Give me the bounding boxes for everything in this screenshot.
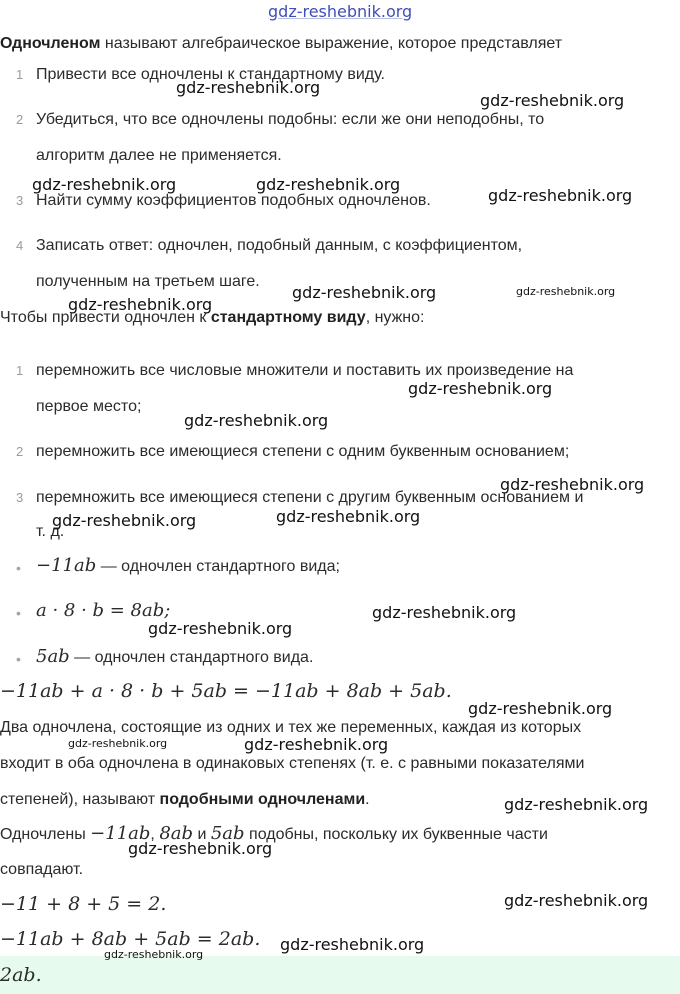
watermark: gdz-reshebnik.org (500, 475, 645, 494)
bullet-1-text: — одночлен стандартного вида; (96, 558, 340, 575)
watermark: gdz-reshebnik.org (468, 699, 613, 718)
watermark: gdz-reshebnik.org (276, 507, 421, 526)
watermark: gdz-reshebnik.org (256, 175, 401, 194)
similar-example-sep2: и (193, 826, 211, 843)
watermark: gdz-reshebnik.org (244, 735, 389, 754)
step-a2-text-line1: Убедиться, что все одночлены подобны: если же они неподобны, то (36, 111, 545, 128)
watermark: gdz-reshebnik.org (32, 175, 177, 194)
watermark: gdz-reshebnik.org (128, 839, 273, 858)
watermark: gdz-reshebnik.org (488, 186, 633, 205)
watermark: gdz-reshebnik.org (516, 285, 616, 298)
step-a2-text-line2: алгоритм далее не применяется. (36, 147, 282, 164)
result-equation: −11ab + 8ab + 5ab = 2ab. (0, 928, 261, 950)
similar-example-line2: совпадают. (0, 861, 84, 878)
step-a4-text-line1: Записать ответ: одночлен, подобный данным, с коэффициентом, (36, 237, 523, 254)
step-b1-number: 1 (16, 363, 24, 378)
similar-definition-line1: Два одночлена, состоящие из одних и тех же переменных, каждая из которых (0, 719, 582, 736)
bullet-3-mark: • (16, 651, 21, 667)
bullet-2-math: a · 8 · b = 8ab; (36, 600, 171, 621)
coefficient-sum: −11 + 8 + 5 = 2. (0, 893, 167, 915)
standard-form-post: , нужно: (365, 309, 425, 326)
watermark: gdz-reshebnik.org (52, 511, 197, 530)
similar-example-m3: 5ab (210, 823, 245, 844)
similar-definition-post: . (365, 791, 370, 808)
step-b3-text-line1: перемножить все имеющиеся степени с другим буквенным основанием и (36, 489, 584, 506)
watermark: gdz-reshebnik.org (408, 379, 553, 398)
bullet-3-text: — одночлен стандартного вида. (69, 649, 314, 666)
watermark: gdz-reshebnik.org (68, 295, 213, 314)
equation-expanded: −11ab + a · 8 · b + 5ab = −11ab + 8ab + 5ab. (0, 680, 452, 702)
step-a4-text-line2: полученным на третьем шаге. (36, 273, 260, 290)
step-a1-text: Привести все одночлены к стандартному виду. (36, 66, 385, 83)
watermark: gdz-reshebnik.org (480, 91, 625, 110)
watermark: gdz-reshebnik.org (176, 78, 321, 97)
watermark: gdz-reshebnik.org (292, 283, 437, 302)
term-similar-monomials: подобными одночленами (159, 791, 366, 808)
watermark: gdz-reshebnik.org (372, 603, 517, 622)
step-a3-text: Найти сумму коэффициентов подобных одночленов. (36, 192, 431, 209)
bullet-3-math: 5ab (36, 646, 70, 667)
step-b3-number: 3 (16, 490, 24, 505)
similar-example-post: подобны, поскольку их буквенные части (244, 826, 548, 843)
watermark-top-link[interactable]: gdz-reshebnik.org (268, 2, 413, 21)
step-b2-number: 2 (16, 444, 24, 459)
watermark: gdz-reshebnik.org (280, 935, 425, 954)
watermark: gdz-reshebnik.org (148, 619, 293, 638)
watermark: gdz-reshebnik.org (68, 737, 168, 750)
step-b2-text: перемножить все имеющиеся степени с одним буквенным основанием; (36, 443, 570, 460)
similar-example-m1: −11ab (90, 823, 151, 844)
similar-definition-pre: степеней), называют (0, 791, 160, 808)
similar-example-line1 (0, 824, 548, 845)
step-a3-number: 3 (16, 193, 24, 208)
step-b1-text-line1: перемножить все числовые множители и поставить их произведение на (36, 362, 574, 379)
bullet-3 (36, 647, 313, 668)
step-a2-number: 2 (16, 112, 24, 127)
watermark: gdz-reshebnik.org (504, 795, 649, 814)
bullet-1-math: −11ab (36, 555, 97, 576)
step-b1-text-line2: первое место; (36, 398, 142, 415)
standard-form-pre: Чтобы привести одночлен к (0, 309, 211, 326)
watermark: gdz-reshebnik.org (104, 948, 204, 961)
step-b3-text-line2: т. д. (36, 523, 65, 540)
bullet-1-mark: • (16, 560, 21, 576)
similar-example-m2: 8ab (159, 823, 194, 844)
step-a4-number: 4 (16, 238, 24, 253)
intro-text: называют алгебраическое выражение, которое представляет (100, 35, 563, 52)
watermark: gdz-reshebnik.org (504, 891, 649, 910)
similar-example-sep1: , (150, 826, 160, 843)
bullet-1 (36, 556, 340, 577)
answer-box (0, 956, 680, 994)
similar-definition-line3 (0, 790, 370, 810)
step-a1-number: 1 (16, 67, 24, 82)
similar-example-pre: Одночлены (0, 826, 91, 843)
standard-form-paragraph (0, 308, 424, 328)
answer-value: 2ab. (0, 964, 42, 986)
intro-paragraph (0, 34, 562, 54)
bullet-2-mark: • (16, 605, 21, 621)
watermark: gdz-reshebnik.org (184, 411, 329, 430)
term-standard-form: стандартному виду (210, 309, 366, 326)
similar-definition-line2: входит в оба одночлена в одинаковых степенях (т. е. с равными показателями (0, 755, 585, 772)
term-monomial: Одночленом (0, 35, 101, 52)
